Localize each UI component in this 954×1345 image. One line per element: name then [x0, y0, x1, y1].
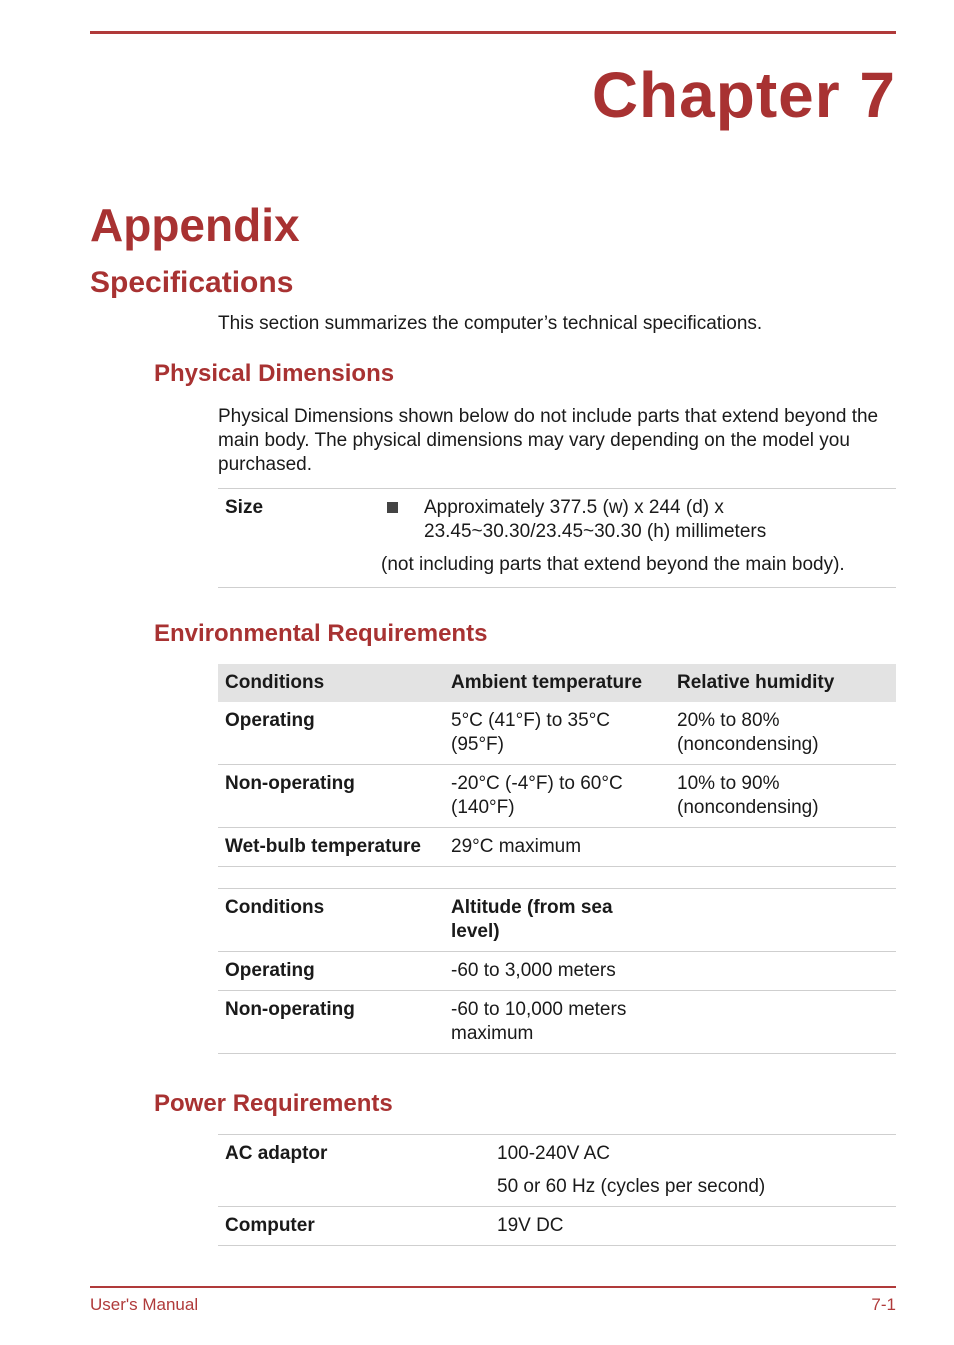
top-rule [90, 31, 896, 34]
computer-label: Computer [218, 1207, 490, 1246]
size-line-1: Approximately 377.5 (w) x 244 (d) x [424, 497, 724, 518]
physical-text: Physical Dimensions shown below do not include parts that extend beyond the main body. The physical dimensions may vary depending on the model you purchased. [218, 406, 879, 475]
table-cell: 5°C (41°F) to 35°C (95°F) [444, 702, 670, 765]
table-row [218, 952, 896, 991]
table-row [218, 1207, 896, 1246]
temperature-table [218, 664, 896, 867]
size-line-2: 23.45~30.30/23.45~30.30 (h) millimeters [424, 521, 767, 542]
intro-text: This section summarizes the computer’s technical specifications. [218, 313, 763, 334]
table-cell: Wet-bulb temperature [218, 828, 444, 867]
table-cell: Operating [218, 702, 444, 765]
table-header-row [218, 889, 896, 952]
ac-adaptor-label: AC adaptor [218, 1135, 490, 1207]
table-cell: 10% to 90% (noncondensing) [670, 765, 896, 828]
altitude-table [218, 888, 896, 1054]
chapter-title: Chapter 7 [591, 59, 896, 131]
bottom-rule [90, 1286, 896, 1288]
table-row [218, 765, 896, 828]
table-cell: -60 to 10,000 meters maximum [444, 991, 634, 1054]
power-table [218, 1134, 896, 1246]
size-table [218, 488, 896, 588]
header-humidity: Relative humidity [670, 664, 896, 702]
ac-adaptor-value [490, 1135, 896, 1207]
header-ambient: Ambient temperature [444, 664, 670, 702]
header-conditions: Conditions [218, 664, 444, 702]
table-cell: -60 to 3,000 meters [444, 952, 634, 991]
physical-heading: Physical Dimensions [154, 360, 395, 387]
table-row [218, 828, 896, 867]
size-value [381, 489, 896, 588]
computer-value: 19V DC [490, 1207, 896, 1246]
empty-cell [634, 952, 896, 991]
header-conditions: Conditions [218, 889, 444, 952]
table-cell: Operating [218, 952, 444, 991]
empty-cell [634, 889, 896, 952]
power-heading: Power Requirements [154, 1090, 393, 1117]
footer-page-number: 7-1 [871, 1295, 896, 1314]
table-cell: 20% to 80% (noncondensing) [670, 702, 896, 765]
table-row [218, 702, 896, 765]
size-note: (not including parts that extend beyond the main body). [381, 554, 845, 575]
header-altitude: Altitude (from sea level) [444, 889, 634, 952]
table-row [218, 991, 896, 1054]
table-cell [670, 828, 896, 867]
page-title: Appendix [90, 199, 300, 251]
table-cell: -20°C (-4°F) to 60°C (140°F) [444, 765, 670, 828]
table-row [218, 1135, 896, 1207]
footer-manual: User's Manual [90, 1295, 199, 1314]
ac-line-1: 100-240V AC [497, 1143, 611, 1164]
table-cell: Non-operating [218, 991, 444, 1054]
size-label: Size [218, 489, 380, 588]
ac-line-2: 50 or 60 Hz (cycles per second) [497, 1176, 766, 1197]
table-cell: 29°C maximum [444, 828, 670, 867]
environment-heading: Environmental Requirements [154, 620, 488, 647]
table-cell: Non-operating [218, 765, 444, 828]
empty-cell [634, 991, 896, 1054]
table-header-row [218, 664, 896, 702]
table-row [218, 489, 896, 588]
section-heading: Specifications [90, 266, 294, 299]
